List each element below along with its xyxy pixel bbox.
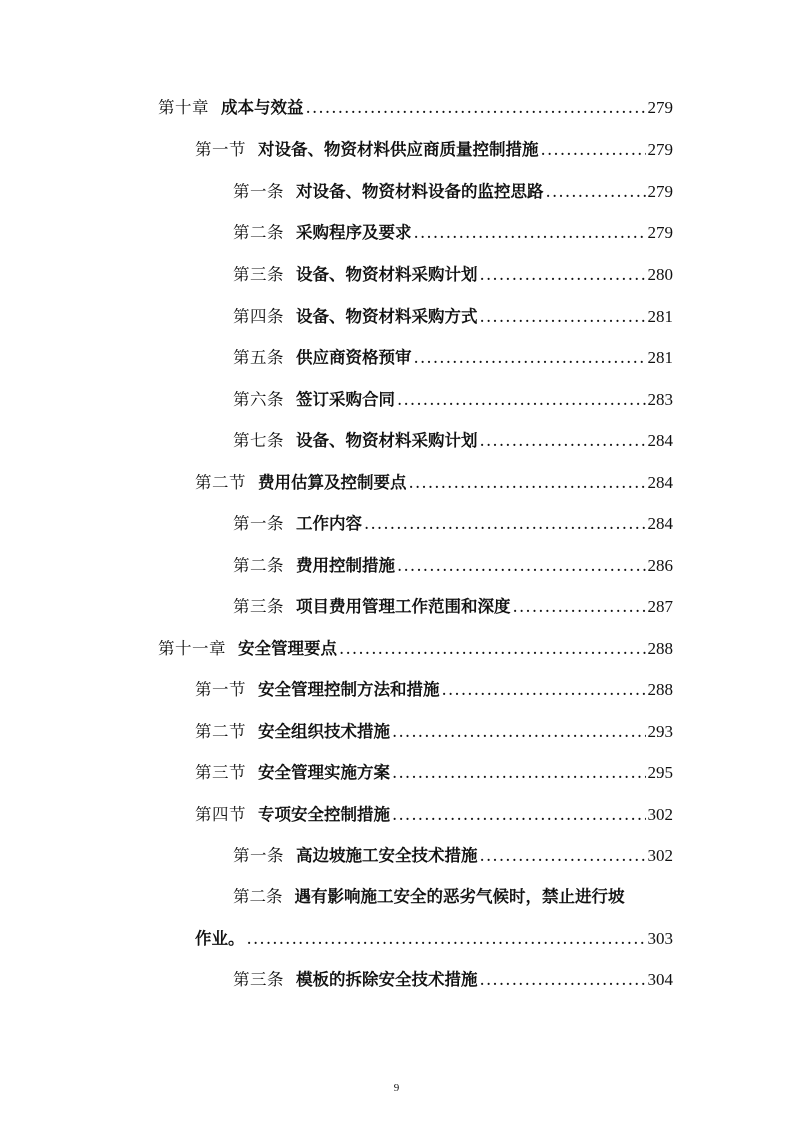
dot-leader	[392, 804, 646, 826]
entry-number: 第十章	[158, 98, 209, 117]
entry-page-number: 284	[647, 514, 673, 533]
entry-title: 安全管理控制方法和措施	[258, 680, 440, 699]
dot-leader	[339, 638, 646, 660]
entry-title: 签订采购合同	[296, 390, 395, 409]
toc-entry-section[interactable]	[195, 762, 673, 784]
entry-number: 第一条	[233, 514, 284, 533]
dot-leader	[480, 264, 646, 286]
toc-entry-article[interactable]	[233, 222, 673, 244]
entry-title: 专项安全控制措施	[258, 805, 390, 824]
entry-title: 模板的拆除安全技术措施	[296, 970, 478, 989]
toc-entry-section[interactable]	[195, 139, 673, 161]
toc-entry-article[interactable]	[233, 513, 673, 535]
toc-entry-article[interactable]	[233, 264, 673, 286]
entry-page-number: 304	[647, 970, 673, 989]
entry-number: 第三节	[195, 763, 246, 782]
entry-page-number: 286	[647, 556, 673, 575]
toc-entry-article[interactable]	[233, 596, 673, 618]
entry-title: 设备、物资材料采购计划	[296, 431, 478, 450]
toc-entry-article[interactable]	[233, 845, 673, 867]
dot-leader	[409, 472, 646, 494]
entry-number: 第一条	[233, 846, 284, 865]
toc-entry-article[interactable]	[233, 389, 673, 411]
entry-title: 项目费用管理工作范围和深度	[296, 597, 511, 616]
entry-title: 费用控制措施	[296, 556, 395, 575]
entry-page-number: 288	[647, 680, 673, 699]
dot-leader	[306, 97, 646, 119]
dot-leader	[546, 181, 646, 203]
entry-title: 安全管理实施方案	[258, 763, 390, 782]
dot-leader	[442, 679, 646, 701]
page-footer-number: 9	[393, 1082, 400, 1094]
toc-entry-article[interactable]	[233, 555, 673, 577]
entry-number: 第二条	[233, 223, 284, 242]
entry-number: 第三条	[233, 970, 284, 989]
dot-leader	[247, 928, 646, 950]
entry-page-number: 303	[647, 929, 673, 948]
entry-number: 第二条	[233, 887, 283, 906]
toc-entry-section[interactable]	[195, 472, 673, 494]
entry-number: 第五条	[233, 348, 284, 367]
entry-title: 设备、物资材料采购计划	[296, 265, 478, 284]
entry-number: 第七条	[233, 431, 284, 450]
entry-number: 第六条	[233, 390, 284, 409]
toc-entry-article[interactable]	[233, 430, 673, 452]
entry-title: 对设备、物资材料设备的监控思路	[296, 182, 544, 201]
entry-title: 成本与效益	[221, 98, 304, 117]
entry-title: 设备、物资材料采购方式	[296, 307, 478, 326]
dot-leader	[397, 389, 646, 411]
entry-number: 第一节	[195, 680, 246, 699]
entry-title: 工作内容	[296, 514, 362, 533]
entry-page-number: 293	[647, 722, 673, 741]
toc-entry-article[interactable]	[233, 347, 673, 369]
entry-page-number: 283	[647, 390, 673, 409]
entry-title-line2: 作业。	[195, 929, 245, 948]
dot-leader	[364, 513, 646, 535]
entry-number: 第三条	[233, 597, 284, 616]
entry-number: 第四节	[195, 805, 246, 824]
toc-entry-section[interactable]	[195, 721, 673, 743]
entry-number: 第二条	[233, 556, 284, 575]
entry-number: 第二节	[195, 722, 246, 741]
entry-title: 采购程序及要求	[296, 223, 412, 242]
toc-entry-article[interactable]	[233, 969, 673, 991]
entry-title: 高边坡施工安全技术措施	[296, 846, 478, 865]
entry-title-line1: 遇有影响施工安全的恶劣气候时，禁止进行坡	[294, 887, 625, 906]
entry-page-number: 279	[647, 140, 673, 159]
toc-entry-chapter[interactable]	[158, 638, 673, 660]
entry-page-number: 302	[647, 805, 673, 824]
dot-leader	[392, 721, 646, 743]
entry-page-number: 280	[647, 265, 673, 284]
entry-number: 第十一章	[158, 639, 226, 658]
entry-page-number: 287	[647, 597, 673, 616]
entry-page-number: 279	[647, 98, 673, 117]
entry-number: 第一条	[233, 182, 284, 201]
toc-entry-article[interactable]	[233, 181, 673, 203]
entry-number: 第二节	[195, 473, 246, 492]
entry-page-number: 284	[647, 473, 673, 492]
entry-title: 安全组织技术措施	[258, 722, 390, 741]
toc-entry-section[interactable]	[195, 679, 673, 701]
toc-entry-section[interactable]	[195, 804, 673, 826]
entry-page-number: 281	[647, 348, 673, 367]
entry-number: 第四条	[233, 307, 284, 326]
entry-page-number: 302	[647, 846, 673, 865]
entry-title: 费用估算及控制要点	[258, 473, 407, 492]
entry-page-number: 279	[647, 182, 673, 201]
toc-entry-chapter[interactable]	[158, 97, 673, 119]
toc-entry-article-continuation[interactable]	[195, 928, 673, 950]
dot-leader	[397, 555, 646, 577]
entry-page-number: 284	[647, 431, 673, 450]
dot-leader	[480, 845, 646, 867]
entry-page-number: 281	[647, 307, 673, 326]
entry-page-number: 288	[647, 639, 673, 658]
dot-leader	[414, 222, 646, 244]
entry-number: 第一节	[195, 140, 246, 159]
dot-leader	[541, 139, 646, 161]
entry-page-number: 279	[647, 223, 673, 242]
dot-leader	[480, 306, 646, 328]
entry-number: 第三条	[233, 265, 284, 284]
toc-entry-article[interactable]	[233, 306, 673, 328]
dot-leader	[392, 762, 646, 784]
toc-entry-article-wrapped[interactable]	[233, 886, 673, 908]
dot-leader	[414, 347, 646, 369]
dot-leader	[513, 596, 646, 618]
entry-title: 对设备、物资材料供应商质量控制措施	[258, 140, 539, 159]
entry-title: 供应商资格预审	[296, 348, 412, 367]
dot-leader	[480, 430, 646, 452]
entry-title: 安全管理要点	[238, 639, 337, 658]
dot-leader	[480, 969, 646, 991]
entry-page-number: 295	[647, 763, 673, 782]
